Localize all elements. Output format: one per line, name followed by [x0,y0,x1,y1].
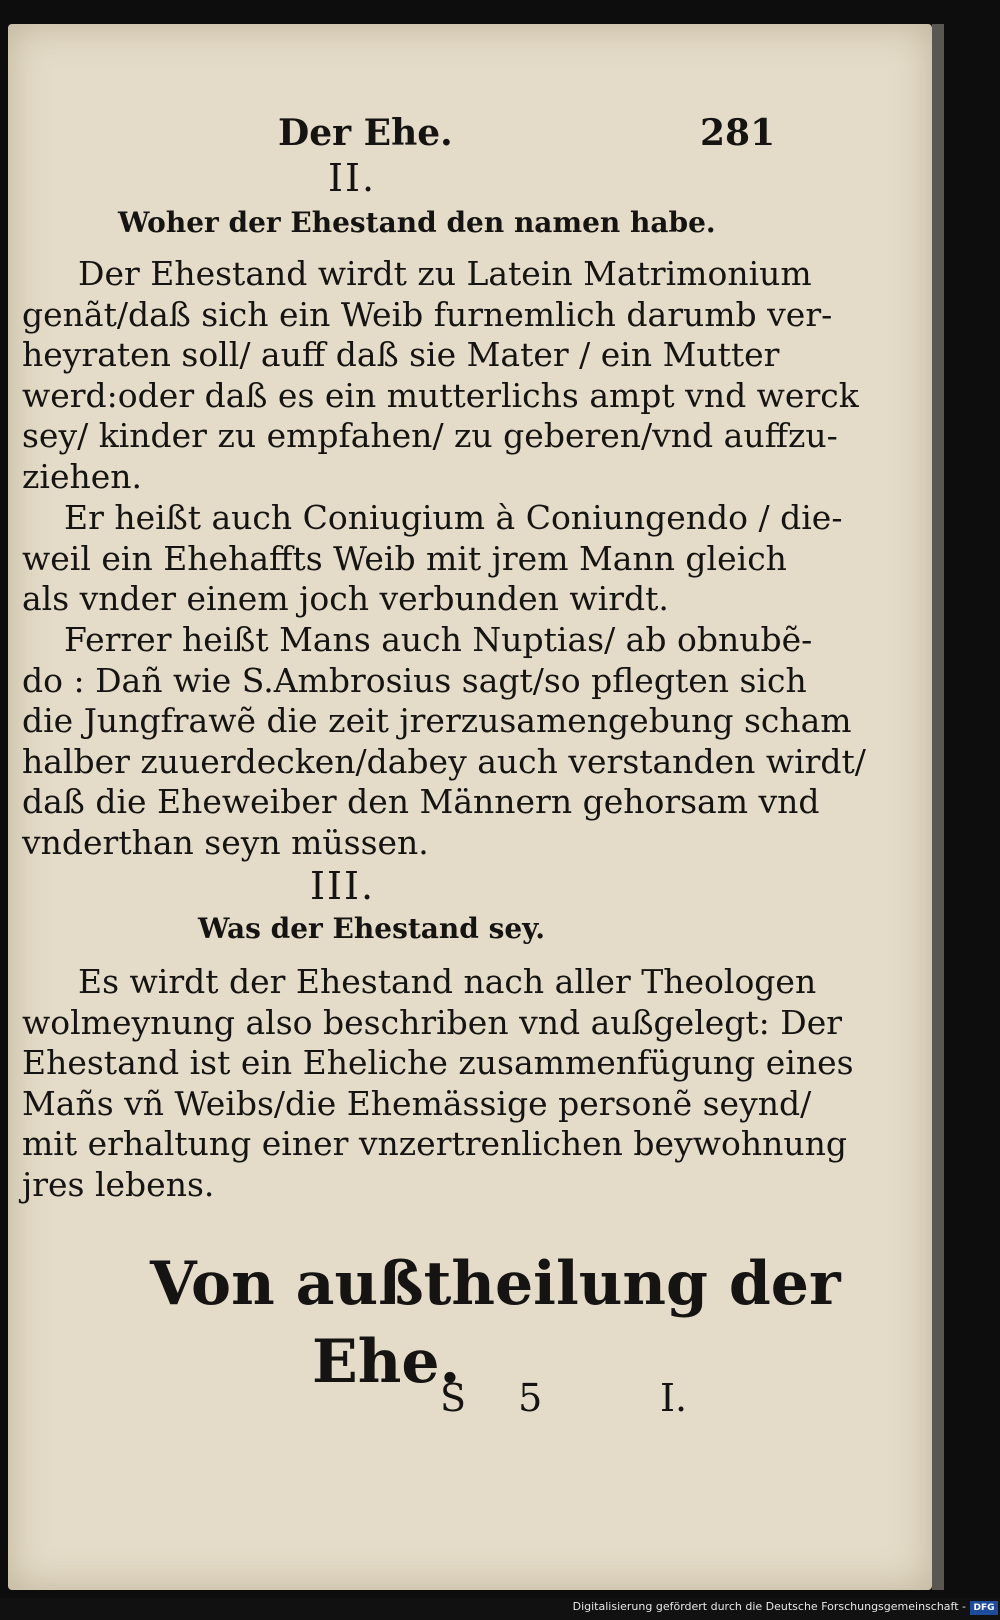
page-edge [932,24,944,1590]
section-numeral-2: II. [328,156,377,200]
text-line: ziehen. [22,456,142,496]
paragraph-2 [22,498,843,620]
text-line: als vnder einem joch verbunden wirdt. [22,579,669,618]
text-line: genãt/daß sich ein Weib furnemlich darumb ver- [22,294,833,334]
chapter-title-line-2: Ehe. [312,1327,461,1397]
dfg-credit: Digitalisierung gefördert durch die Deutsche Forschungsgemeinschaft - [572,1600,966,1613]
text-line: vnderthan seyn müssen. [22,822,429,862]
text-line: Mañs vñ Weibs/die Ehemässige personẽ seynd/ [22,1083,812,1123]
chapter-title-line-1: Von außtheilung der [150,1249,841,1319]
section-heading-2: Woher der Ehestand den namen habe. [118,206,716,239]
dfg-logo-icon: DFG [970,1601,998,1615]
text-line: weil ein Ehehaffts Weib mit jrem Mann gleich [22,538,787,578]
page-number: 281 [700,112,776,154]
text-line: Der Ehestand wirdt zu Latein Matrimonium [78,254,812,293]
text-line: heyraten soll/ auff daß sie Mater / ein Mutter [22,335,780,374]
text-line: wolmeynung also beschriben vnd außgelegt: Der [22,1002,843,1042]
section-numeral-3: III. [310,864,376,908]
text-line: mit erhaltung einer vnzertrenlichen beywohnung [22,1124,847,1163]
paragraph-1 [22,254,859,497]
catchword: I. [660,1376,688,1420]
paragraph-3 [22,620,866,863]
section-heading-3: Was der Ehestand sey. [198,912,545,945]
text-line: daß die Eheweiber den Männern gehorsam vnd [22,782,820,821]
text-line: Er heißt auch Coniugium à Coniungendo / die- [64,498,843,537]
text-line: werd:oder daß es ein mutterlichs ampt vnd werck [22,375,859,415]
text-line: die Jungfrawẽ die zeit jrerzusamengebung scham [22,701,852,740]
text-line: do : Dañ wie S.Ambrosius sagt/so pflegten sich [22,660,807,700]
signature-mark: S 5 [440,1376,543,1420]
text-line: halber zuuerdecken/dabey auch verstanden wirdt/ [22,741,866,781]
text-line: jres lebens. [22,1164,215,1204]
running-header: Der Ehe. [278,112,453,154]
text-line: Ferrer heißt Mans auch Nuptias/ ab obnubẽ- [64,620,813,659]
paragraph-4 [22,962,854,1205]
text-line: Ehestand ist ein Eheliche zusammenfügung eines [22,1043,854,1082]
text-line: sey/ kinder zu empfahen/ zu geberen/vnd auffzu- [22,416,838,455]
text-line: Es wirdt der Ehestand nach aller Theologen [78,962,817,1001]
